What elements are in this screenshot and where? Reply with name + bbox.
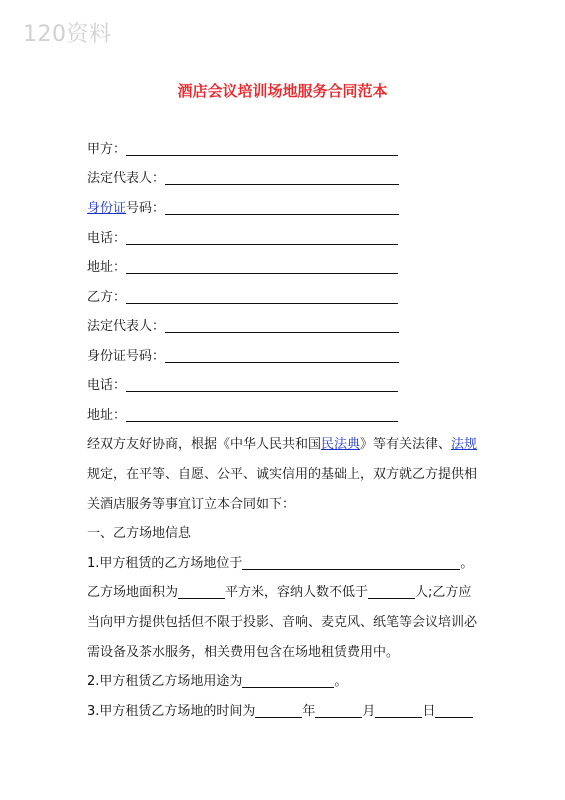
text: 》等有关法律、 <box>360 437 452 452</box>
field-party-a-representative <box>87 170 399 188</box>
field-party-a-address <box>87 259 398 277</box>
field-label: 电话： <box>87 378 127 393</box>
text: 经双方友好协商，根据《中华人民共和国 <box>87 437 322 452</box>
blank-line[interactable] <box>165 318 399 333</box>
item-1-line-3: 当向甲方提供包括但不限于投影、音响、麦克风、纸笔等会议培训必 <box>87 615 478 630</box>
intro-line-2: 规定，在平等、自愿、公平、诚实信用的基础上，双方就乙方提供相 <box>87 467 478 482</box>
watermark: 120资料 <box>23 22 112 47</box>
item-2-purpose <box>87 673 347 691</box>
blank-line[interactable] <box>126 289 398 304</box>
blank-line[interactable] <box>126 141 398 156</box>
section-heading: 一、乙方场地信息 <box>87 526 192 541</box>
intro-line-1 <box>87 436 477 454</box>
field-label: 地址： <box>87 408 127 423</box>
text: 月 <box>362 704 376 719</box>
text: 。 <box>460 556 474 571</box>
field-party-b-phone <box>87 377 398 395</box>
field-label: 法定代表人： <box>87 319 166 334</box>
blank-line[interactable] <box>126 259 398 274</box>
blank-line[interactable] <box>126 230 398 245</box>
text: 平方米，容纳人数不低于 <box>225 585 369 600</box>
field-label: 身份证号码： <box>87 349 166 364</box>
text: 年 <box>302 704 316 719</box>
blank-line[interactable] <box>165 170 399 185</box>
blank-line[interactable] <box>255 703 302 718</box>
field-party-a-phone <box>87 230 398 248</box>
text: 1.甲方租赁的乙方场地位于 <box>87 556 243 571</box>
blank-line[interactable] <box>126 377 398 392</box>
text: 3.甲方租赁乙方场地的时间为 <box>87 704 256 719</box>
field-label: 法定代表人： <box>87 171 166 186</box>
blank-line[interactable] <box>315 703 362 718</box>
blank-line[interactable] <box>368 584 415 599</box>
field-label: 地址： <box>87 260 127 275</box>
field-party-b-address <box>87 407 398 425</box>
blank-line[interactable] <box>375 703 422 718</box>
item-1-area <box>87 584 471 602</box>
field-party-a-id-number <box>87 200 399 218</box>
text: 。 <box>334 674 348 689</box>
blank-line[interactable] <box>165 200 399 215</box>
blank-line[interactable] <box>126 407 398 422</box>
field-party-b-representative <box>87 318 399 336</box>
field-label: 甲方： <box>87 142 127 157</box>
field-party-a <box>87 141 398 159</box>
blank-line[interactable] <box>165 348 399 363</box>
blank-line[interactable] <box>435 703 473 718</box>
document-title: 酒店会议培训场地服务合同范本 <box>177 82 388 100</box>
item-1-line-4: 需设备及茶水服务，相关费用包含在场地租赁费用中。 <box>87 645 400 660</box>
civil-code-link[interactable]: 民法典 <box>321 437 361 452</box>
blank-line[interactable] <box>178 584 225 599</box>
blank-line[interactable] <box>242 555 460 570</box>
item-3-time <box>87 703 473 721</box>
regulations-link[interactable]: 法规 <box>451 437 478 452</box>
text: 日 <box>422 704 436 719</box>
id-card-link[interactable]: 身份证 <box>87 201 127 216</box>
field-party-b-id-number <box>87 348 399 366</box>
text: 乙方场地面积为 <box>87 585 179 600</box>
text: 人;乙方应 <box>415 585 472 600</box>
field-party-b <box>87 289 398 307</box>
field-label: 号码： <box>126 201 166 216</box>
text: 2.甲方租赁乙方场地用途为 <box>87 674 243 689</box>
blank-line[interactable] <box>242 673 334 688</box>
intro-line-3: 关酒店服务等事宜订立本合同如下： <box>87 497 296 512</box>
field-label: 电话： <box>87 231 127 246</box>
field-label: 乙方： <box>87 290 127 305</box>
item-1-location <box>87 555 473 573</box>
